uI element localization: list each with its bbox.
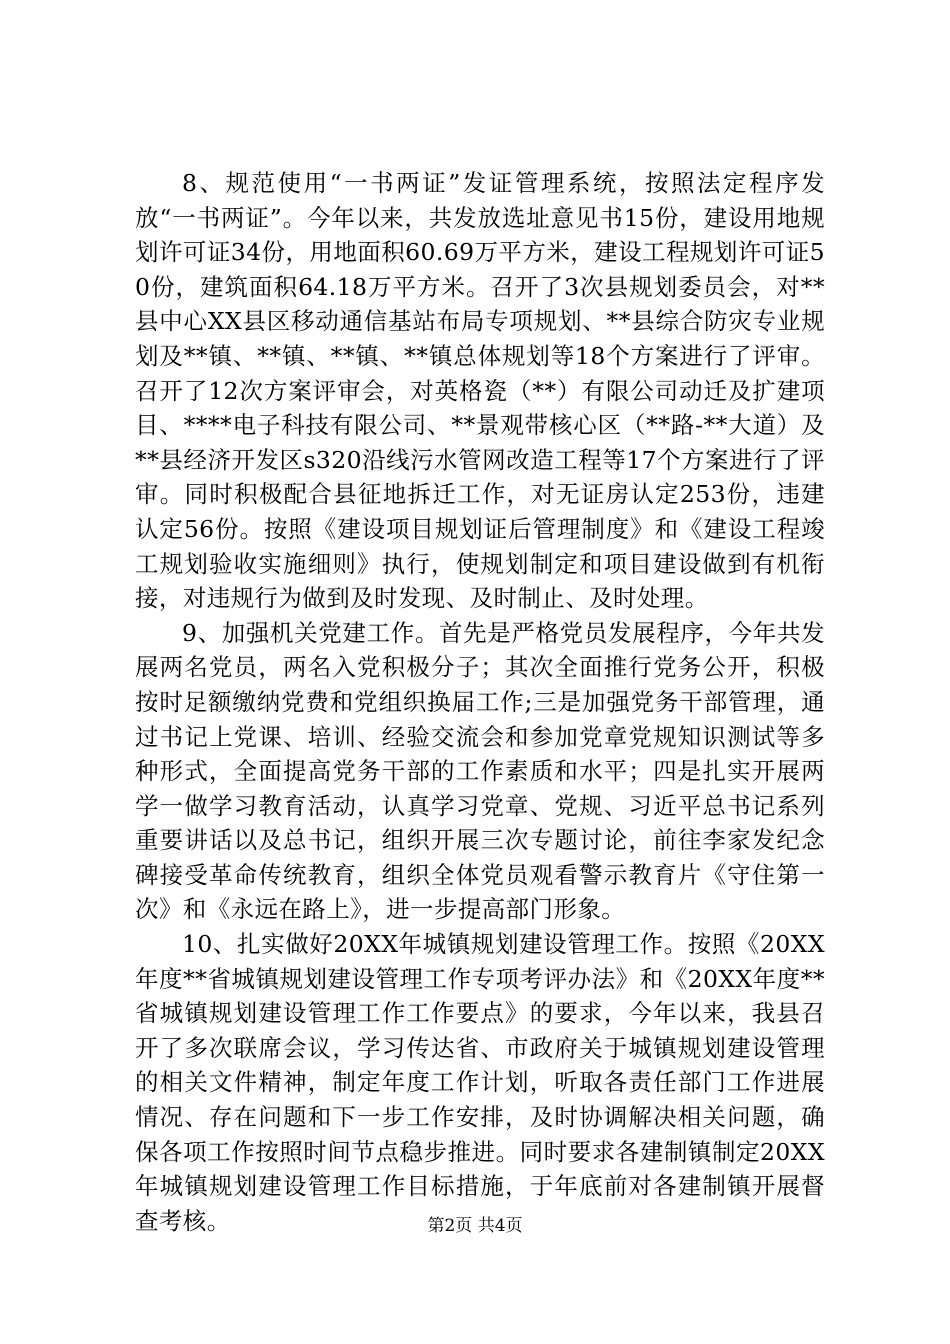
page-number-footer: 第2页 共4页	[427, 1216, 523, 1236]
paragraph-item-10: 10、扎实做好20XX年城镇规划建设管理工作。按照《20XX年度**省城镇规划建设管理工作专项考评办法》和《20XX年度**省城镇规划建设管理工作工作要点》的要求，今年以来，我县召开了多次联席会议，学习传达省、市政府关于城镇规划建设管理的相关文件精神，制定年度工作计划，听取各责任部门工作进展情况、存在问题和下一步工作安排，及时协调解决相关问题，确保各项工作按照时间节点稳步推进。同时要求各建制镇制定20XX年城镇规划建设管理工作目标措施，于年底前对各建制镇开展督查考核。	[135, 930, 825, 1235]
document-body	[135, 166, 825, 1238]
paragraph-item-8: 8、规范使用“一书两证”发证管理系统，按照法定程序发放“一书两证”。今年以来，共发放选址意见书15份，建设用地规划许可证34份，用地面积60.69万平方米，建设工程规划许可证50份，建筑面积64.18万平方米。召开了3次县规划委员会，对**县中心XX县区移动通信基站布局专项规划、**县综合防灾专业规划及**镇、**镇、**镇、**镇总体规划等18个方案进行了评审。召开了12次方案评审会，对英格瓷（**）有限公司动迁及扩建项目、****电子科技有限公司、**景观带核心区（**路-**大道）及**县经济开发区s320沿线污水管网改造工程等17个方案进行了评审。同时积极配合县征地拆迁工作，对无证房认定253份，违建认定56份。按照《建设项目规划证后管理制度》和《建设工程竣工规划验收实施细则》执行，使规划制定和项目建设做到有机衔接，对违规行为做到及时发现、及时制止、及时处理。	[135, 169, 825, 613]
paragraph-item-9: 9、加强机关党建工作。首先是严格党员发展程序，今年共发展两名党员，两名入党积极分子；其次全面推行党务公开，积极按时足额缴纳党费和党组织换届工作;三是加强党务干部管理，通过书记上党课、培训、经验交流会和参加党章党规知识测试等多种形式，全面提高党务干部的工作素质和水平；四是扎实开展两学一做学习教育活动，认真学习党章、党规、习近平总书记系列重要讲话以及总书记，组织开展三次专题讨论，前往李家发纪念碑接受革命传统教育，组织全体党员观看警示教育片《守住第一次》和《永远在路上》，进一步提高部门形象。	[135, 618, 825, 924]
